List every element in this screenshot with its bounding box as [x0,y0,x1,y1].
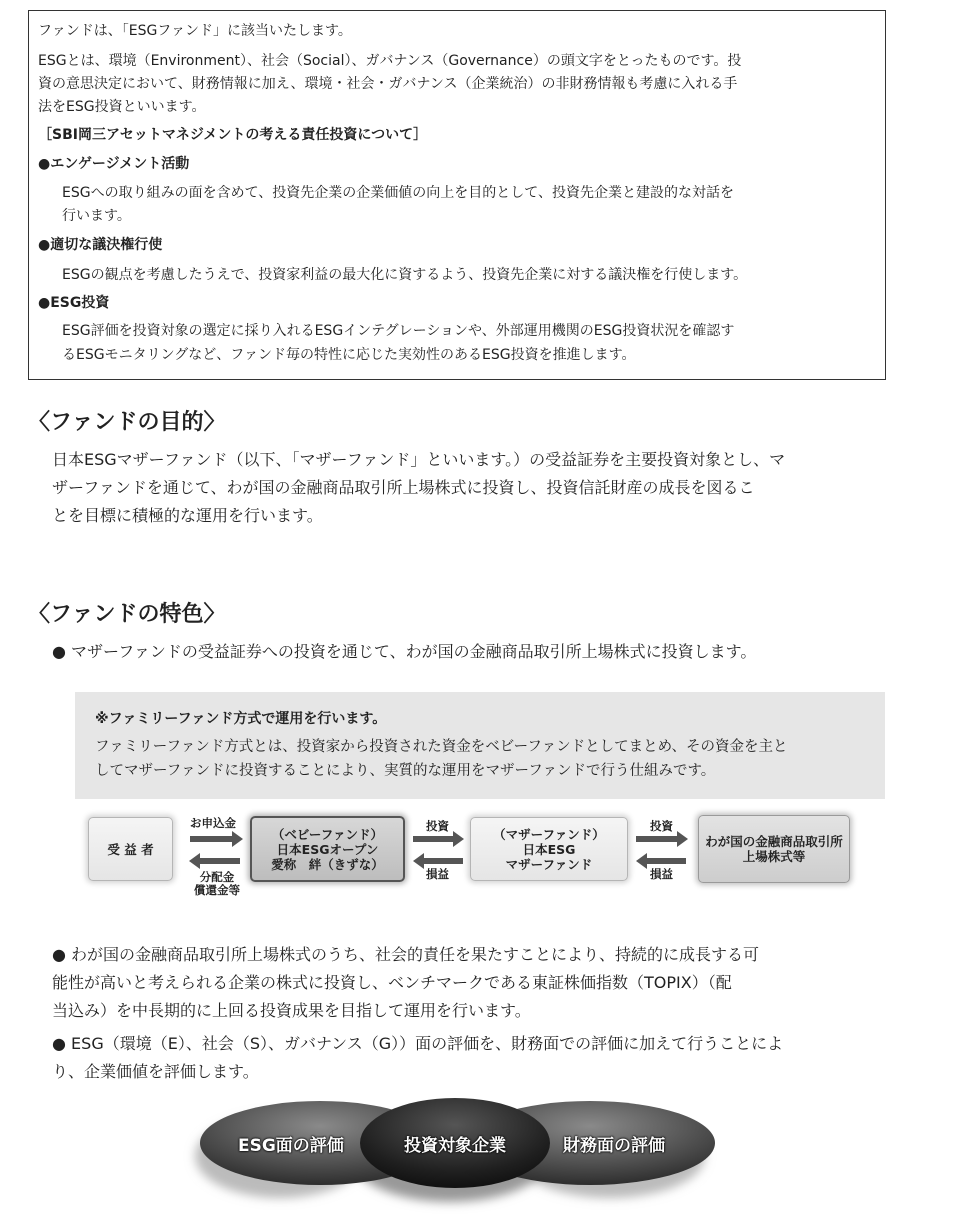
voting-text: ESGの観点を考慮したうえで、投資家利益の最大化に資するよう、投資先企業に対する議決権を行使します。 [62,267,748,283]
feature-bullet: 当込み）を中長期的に上回る投資成果を目指して運用を行います。 [52,1001,531,1020]
investment-label: 投資 [426,819,449,833]
engagement-text: ESGへの取り組みの面を含めて、投資先企業の企業価値の向上を目的として、投資先企業と建設的な対話を [62,185,735,201]
feature-bullet: ● マザーファンドの受益証券への投資を通じて、わが国の金融商品取引所上場株式に投資します。 [52,642,757,661]
investment-label: 投資 [650,819,673,833]
profit-loss-label: 損益 [426,867,449,881]
feature-bullet: ● わが国の金融商品取引所上場株式のうち、社会的責任を果たすことにより、持続的に成長する可 [52,945,760,964]
family-fund-title: ※ファミリーファンド方式で運用を行います。 [95,711,387,727]
responsible-investment-subheading: ［SBI岡三アセットマネジメントの考える責任投資について］ [38,127,428,143]
esg-investment-text: ESG評価を投資対象の選定に採り入れるESGインテグレーションや、外部運用機関のESG投資状況を確認す [62,323,735,339]
investment-target-label: 投資対象企業 [404,1136,506,1156]
mother-fund-label: （マザーファンド） [493,826,605,842]
beneficiary-label: 受 益 者 [107,841,154,857]
esg-evaluation-label: ESG面の評価 [238,1136,344,1156]
purpose-heading: 〈ファンドの目的〉 [28,410,226,435]
esg-fund-statement: ファンドは、「ESGファンド」に該当いたします。 [38,23,352,39]
purpose-text: とを目標に積極的な運用を行います。 [52,506,323,525]
feature-bullet: り、企業価値を評価します。 [52,1062,259,1081]
engagement-text: 行います。 [62,208,131,224]
financial-evaluation-label: 財務面の評価 [563,1136,665,1156]
esg-definition-line: 資の意思決定において、財務情報に加え、環境・社会・ガバナンス（企業統治）の非財務情報も考慮に入れる手 [38,76,738,92]
listed-stocks-label: 上場株式等 [742,849,806,864]
esg-definition-line: 法をESG投資といいます。 [38,99,206,115]
right-arrow-icon [636,831,688,847]
right-arrow-icon [190,831,243,847]
family-fund-text: してマザーファンドに投資することにより、実質的な運用をマザーファンドで行う仕組みです。 [95,763,716,779]
feature-bullet: ● ESG（環境（E）、社会（S）、ガバナンス（G））面の評価を、財務面での評価に加えて行うことによ [52,1034,784,1053]
profit-loss-label: 損益 [650,867,673,881]
engagement-title: ●エンゲージメント活動 [38,156,190,172]
family-fund-text: ファミリーファンド方式とは、投資家から投資された資金をベビーファンドとしてまとめ、その資金を主と [95,739,788,755]
baby-fund-label: 日本ESGオープン [276,841,379,857]
purpose-text: ザーファンドを通じて、わが国の金融商品取引所上場株式に投資し、投資信託財産の成長を図るこ [52,478,755,497]
mother-fund-label: 日本ESG [522,841,576,857]
baby-fund-label: 愛称 絆（きずな） [271,856,384,872]
mother-fund-label: マザーファンド [505,856,593,872]
distribution-label [189,871,245,897]
distribution-text: 分配金 [199,870,235,884]
listed-stocks-label: わが国の金融商品取引所 [705,834,843,849]
feature-bullet: 能性が高いと考えられる企業の株式に投資し、ベンチマークである東証株価指数（TOPIX）（配 [52,973,732,992]
features-heading: 〈ファンドの特色〉 [28,602,226,627]
left-arrow-icon [189,853,240,869]
esg-investment-title: ●ESG投資 [38,295,110,311]
redemption-text: 償還金等 [194,883,240,897]
purpose-text: 日本ESGマザーファンド（以下、「マザーファンド」といいます。）の受益証券を主要投資対象とし、マ [52,450,786,469]
voting-title: ●適切な議決権行使 [38,237,163,253]
right-arrow-icon [413,831,464,847]
esg-definition-line: ESGとは、環境（Environment）、社会（Social）、ガバナンス（Governance）の頭文字をとったものです。投 [38,53,742,69]
baby-fund-label: （ベビーファンド） [271,826,384,842]
application-money-label: お申込金 [190,816,236,830]
esg-investment-text: るESGモニタリングなど、ファンド毎の特性に応じた実効性のあるESG投資を推進します。 [62,347,636,363]
